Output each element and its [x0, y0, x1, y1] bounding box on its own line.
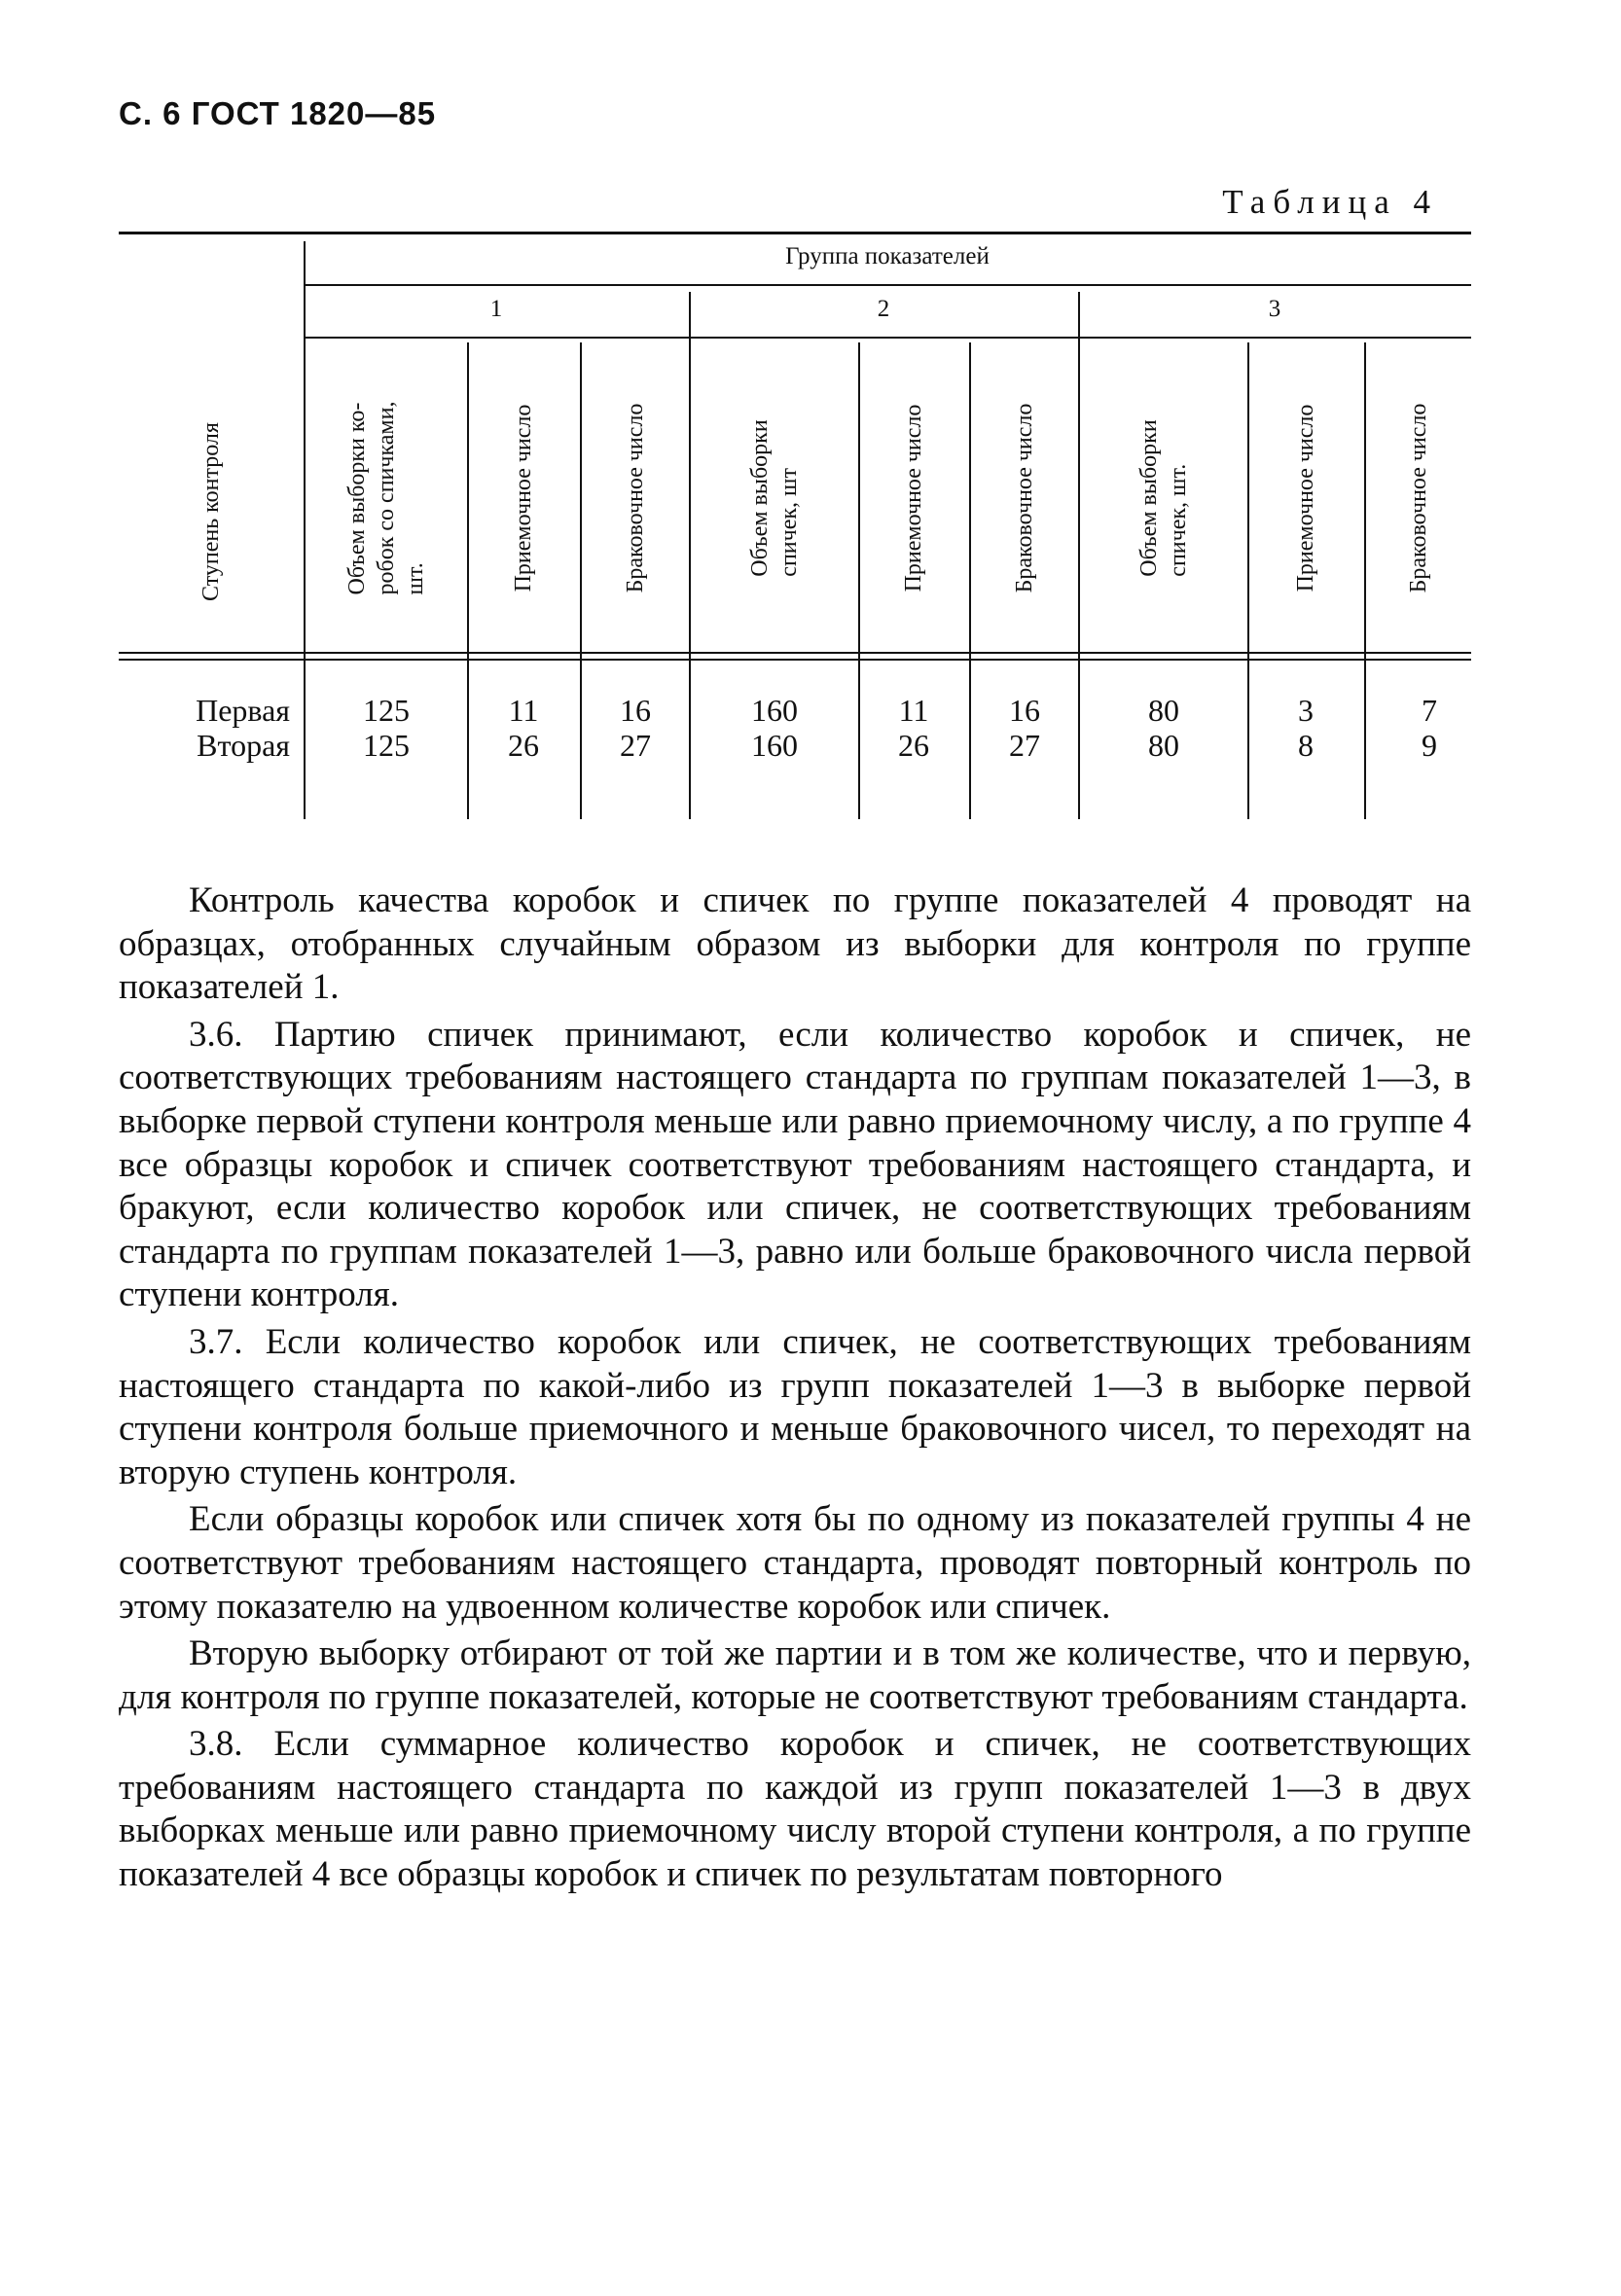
col-divider [969, 342, 971, 819]
table-cell: 11 [508, 693, 539, 728]
page-header: С. 6 ГОСТ 1820—85 [119, 95, 437, 131]
table-column-values [898, 693, 929, 763]
column-header: Приемочное число [901, 404, 926, 592]
column-header: Объем выборки спичек, шт. [1136, 419, 1191, 577]
table-cell: 7 [1422, 693, 1437, 728]
column-header: Браковочное число [1406, 403, 1431, 593]
table-column-values [620, 693, 651, 763]
body-text [119, 879, 1471, 1901]
table-column-values [1422, 693, 1437, 763]
table-cell: 26 [508, 728, 539, 763]
group-header-label: Группа показателей [785, 243, 990, 269]
table-column-values [1148, 693, 1179, 763]
paragraph: Вторую выборку отбирают от той же партии и в том же количестве, что и первую, для контроля по группе показателей, которые не соответствуют требованиям стандарта. [119, 1633, 1471, 1717]
row-header-label: Ступень контроля [198, 422, 224, 601]
group-divider-2 [1078, 292, 1080, 819]
paragraph-3-7: 3.7. Если количество коробок или спичек, не соответствующих требованиям настоящего стандарта по какой-либо из групп показателей 1—3 в выборке первой ступени контроля больше приемочного и меньше браковочного чисел, то переходят на вторую ступень контроля. [119, 1321, 1471, 1492]
table-cell: 80 [1148, 728, 1179, 763]
table-column-values [1298, 693, 1314, 763]
column-header: Приемочное число [511, 404, 536, 592]
table-cell: 80 [1148, 693, 1179, 728]
column-header: Приемочное число [1293, 404, 1318, 592]
table-cell: 27 [1009, 728, 1040, 763]
row-labels [138, 693, 290, 763]
table-cell: 125 [363, 728, 410, 763]
table-column-values [1009, 693, 1040, 763]
table-top-rule [119, 232, 1471, 234]
group-number-3: 3 [1268, 296, 1281, 322]
column-header: Объем выборки ко- робок со спичками, шт. [344, 401, 428, 595]
table-cell: 9 [1422, 728, 1437, 763]
table-caption: Таблица 4 [1222, 183, 1438, 221]
col-divider [580, 342, 582, 819]
table-cell: 16 [620, 693, 651, 728]
table-cell: 160 [751, 693, 798, 728]
table-cell: 125 [363, 693, 410, 728]
table-cell: 26 [898, 728, 929, 763]
row-label: Первая [196, 693, 290, 728]
table-cell: 160 [751, 728, 798, 763]
group-divider-1 [689, 292, 691, 819]
group-header-rule [304, 284, 1471, 286]
header-bottom-rule-2 [119, 659, 1471, 661]
paragraph: Контроль качества коробок и спичек по группе показателей 4 проводят на образцах, отобранных случайным образом из выборки для контроля по группе показателей 1. [119, 880, 1471, 1008]
group-number-rule [304, 337, 1471, 339]
row-label: Вторая [197, 728, 290, 763]
sampling-table [119, 224, 1471, 819]
col-divider [467, 342, 469, 819]
group-number-2: 2 [877, 296, 890, 322]
group-number-1: 1 [489, 296, 503, 322]
paragraph-3-6: 3.6. Партию спичек принимают, если количество коробок и спичек, не соответствующих требованиям настоящего стандарта по группам показателей 1—3, в выборке первой ступени контроля меньше или равно приемочному числу, а по группе 4 все образцы коробок и спичек соответствуют требованиям настоящего стандарта, и бракуют, если количество коробок или спичек, не соответствующих требованиям стандарта по группам показателей 1—3, равно или больше браковочного числа первой ступени контроля. [119, 1014, 1471, 1315]
paragraph-3-8: 3.8. Если суммарное количество коробок и спичек, не соответствующих требованиям настоящего стандарта по каждой из групп показателей 1—3 в двух выборках меньше или равно приемочному числу второй ступени контроля, а по группе показателей 4 все образцы коробок и спичек по результатам повторного [119, 1724, 1471, 1895]
table-cell: 3 [1298, 693, 1314, 728]
column-header: Объем выборки спичек, шт [747, 419, 802, 577]
table-column-values [508, 693, 539, 763]
col-divider [1247, 342, 1249, 819]
paragraph: Если образцы коробок или спичек хотя бы по одному из показателей группы 4 не соответствуют требованиям настоящего стандарта, проводят повторный контроль по этому показателю на удвоенном количестве коробок или спичек. [119, 1499, 1471, 1627]
table-column-values [751, 693, 798, 763]
table-cell: 8 [1298, 728, 1314, 763]
table-column-values [363, 693, 410, 763]
table-cell: 27 [620, 728, 651, 763]
table-cell: 11 [898, 693, 929, 728]
row-header-divider [304, 241, 306, 819]
column-header: Браковочное число [623, 403, 648, 593]
col-divider [858, 342, 860, 819]
header-bottom-rule-1 [119, 652, 1471, 654]
table-cell: 16 [1009, 693, 1040, 728]
column-header: Браковочное число [1012, 403, 1037, 593]
col-divider [1364, 342, 1366, 819]
